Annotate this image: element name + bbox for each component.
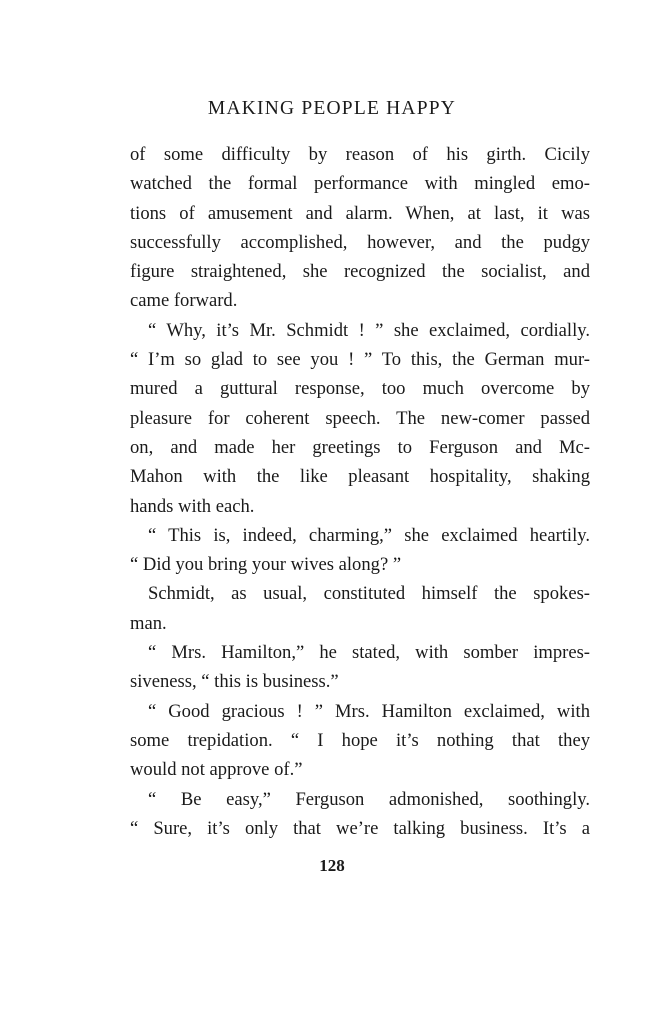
text-line: some trepidation. “ I hope it’s nothing that they [130, 729, 590, 751]
text-line: watched the formal performance with mingled emo- [130, 173, 590, 195]
text-line: “ Be easy,” Ferguson admonished, soothingly. [148, 788, 590, 810]
text-line: would not approve of.” [130, 759, 303, 781]
text-line: “ Sure, it’s only that we’re talking business. It’s a [130, 817, 590, 839]
text-line: “ Mrs. Hamilton,” he stated, with somber impres- [148, 642, 590, 664]
text-line: “ This is, indeed, charming,” she exclaimed heartily. [148, 524, 590, 546]
text-line: successfully accomplished, however, and the pudgy [130, 231, 590, 253]
text-line: of some difficulty by reason of his girth. Cicily [130, 144, 590, 165]
text-line: came forward. [130, 290, 238, 312]
text-line: figure straightened, she recognized the socialist, and [130, 261, 590, 283]
page-number: 128 [319, 856, 345, 875]
text-line: Mahon with the like pleasant hospitality, shaking [130, 466, 590, 488]
text-line: tions of amusement and alarm. When, at last, it was [130, 202, 590, 224]
text-line: on, and made her greetings to Ferguson and Mc- [130, 436, 590, 458]
text-line: hands with each. [130, 495, 255, 517]
text-line: Schmidt, as usual, constituted himself the spokes- [148, 583, 590, 605]
running-head: MAKING PEOPLE HAPPY [207, 98, 457, 119]
text-line: pleasure for coherent speech. The new-comer passed [130, 407, 590, 429]
text-line: “ Did you bring your wives along? ” [130, 554, 402, 576]
text-line: siveness, “ this is business.” [130, 671, 339, 693]
text-line: man. [130, 612, 167, 634]
text-line: mured a guttural response, too much overcome by [130, 378, 590, 400]
text-line: “ Why, it’s Mr. Schmidt ! ” she exclaimed, cordially. [148, 319, 590, 341]
text-line: “ I’m so glad to see you ! ” To this, the German mur- [130, 349, 590, 371]
text-line: “ Good gracious ! ” Mrs. Hamilton exclaimed, with [148, 700, 590, 722]
body-text [130, 140, 590, 843]
